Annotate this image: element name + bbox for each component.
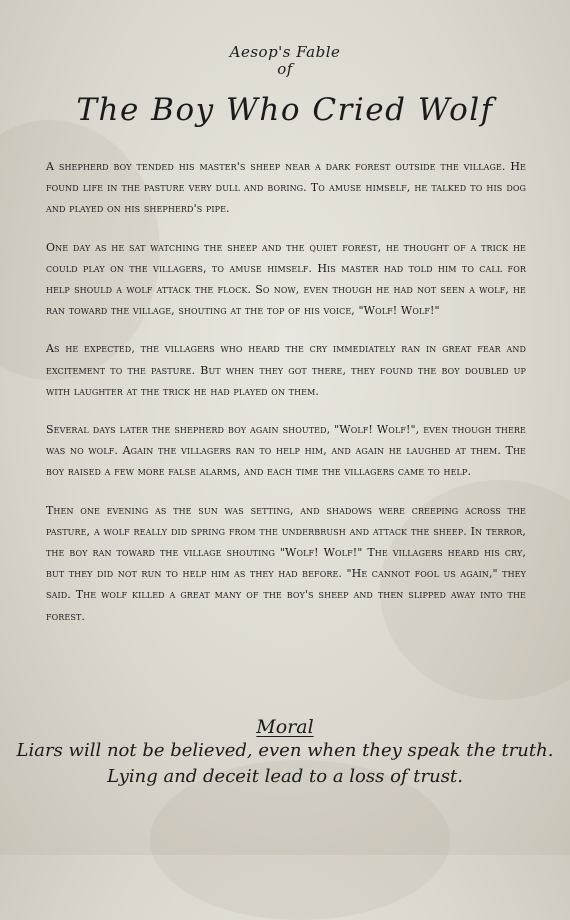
moral-line-2: Lying and deceit lead to a loss of trust. <box>107 766 463 787</box>
moral-section <box>0 716 570 790</box>
moral-line-1: Liars will not be believed, even when they speak the truth. <box>16 740 554 761</box>
story-paragraph-4: Several days later the shepherd boy again shouted, "Wolf! Wolf!", even though there was no wolf. Again the villagers ran to help him, and again he laughed at them. The boy raised a few more false alarms, and each time the villagers came to help. <box>46 423 526 479</box>
header <box>0 44 570 128</box>
fable-subtitle-of: of <box>277 60 293 78</box>
story-paragraph-1: A shepherd boy tended his master's sheep near a dark forest outside the village. He found life in the pasture very dull and boring. To amuse himself, he talked to his dog and played on his shepherd's pipe. <box>46 160 526 216</box>
moral-heading: Moral <box>256 716 314 738</box>
story-paragraph-5: Then one evening as the sun was setting, and shadows were creeping across the pasture, a wolf really did spring from the underbrush and attack the sheep. In terror, the boy ran toward the village shouting "Wolf! Wolf!" The villagers heard his cry, but they did not run to help him as they had before. "He cannot fool us again," they said. The wolf killed a great many of the boy's sheep and then slipped away into the forest. <box>46 503 526 623</box>
page-title: The Boy Who Cried Wolf <box>76 92 494 128</box>
story-paragraph-2: One day as he sat watching the sheep and the quiet forest, he thought of a trick he could play on the villagers, to amuse himself. His master had told him to call for help should a wolf attack the flock. So now, even though he had not seen a wolf, he ran toward the village, shouting at the top of his voice, "Wolf! Wolf!" <box>46 240 526 318</box>
story-paragraph-3: As he expected, the villagers who heard the cry immediately ran in great fear and excitement to the pasture. But when they got there, they found the boy doubled up with laughter at the trick he had played on them. <box>46 342 526 398</box>
fable-subtitle: Aesop's Fable <box>229 43 341 61</box>
story-body <box>46 156 526 644</box>
